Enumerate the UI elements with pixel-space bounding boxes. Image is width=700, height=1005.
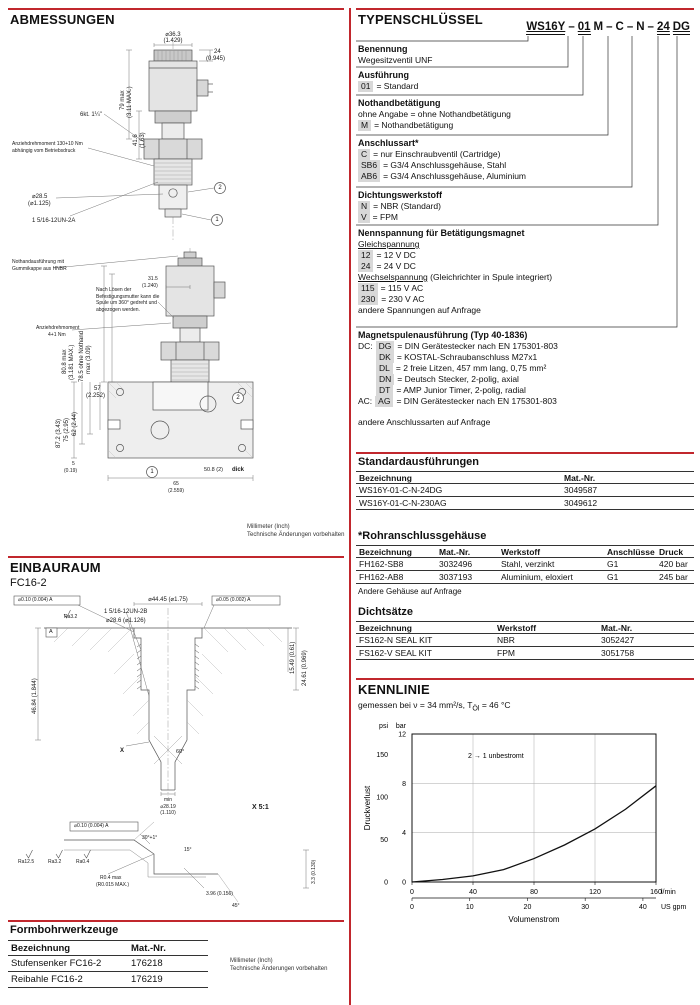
dim-label: ⌀0.10 (0.004) A	[18, 597, 53, 603]
footnote-line: Technische Änderungen vorbehalten	[247, 531, 345, 538]
option-text: andere Spannungen auf Anfrage	[358, 305, 481, 315]
option-text: = 2 freie Litzen, 457 mm lang, 0,75 mm²	[395, 363, 547, 373]
code-option	[358, 171, 692, 182]
type-code-part: C	[615, 21, 624, 33]
section-title-dichtsaetze: Dichtsätze	[358, 606, 414, 618]
dim-label: 3.3 (0.130)	[311, 859, 317, 884]
dim-label: 2	[218, 185, 222, 191]
table-cell: G1	[607, 559, 619, 569]
option-text: = KOSTAL-Schraubanschluss M27x1	[396, 352, 538, 362]
dim-label: 31.5	[148, 276, 158, 282]
option-code: 01	[358, 81, 373, 92]
type-code-part: 24	[656, 21, 670, 33]
option-code: 115	[358, 283, 378, 294]
type-code-part: DG	[672, 21, 690, 33]
option-code: 24	[358, 261, 373, 272]
code-block	[358, 70, 692, 92]
option-code: DK	[376, 352, 394, 363]
detail-x	[26, 822, 309, 902]
pressure-drop-chart	[356, 714, 694, 954]
x-axis-label: Volumenstrom	[508, 915, 560, 924]
measurement-conditions	[358, 700, 511, 713]
code-option	[358, 160, 692, 171]
type-code-part: –	[606, 21, 613, 33]
seal-kits-table	[356, 621, 694, 660]
table-row	[8, 956, 208, 972]
code-option	[358, 417, 692, 428]
column-header: Mat.-Nr.	[564, 472, 596, 483]
type-code-legend	[358, 40, 692, 452]
option-text: = 115 V AC	[380, 283, 424, 293]
code-option	[358, 81, 692, 92]
table-header-row	[8, 940, 208, 956]
section-rule	[356, 8, 694, 10]
section-title-formbohrwerkzeuge: Formbohrwerkzeuge	[10, 924, 119, 936]
option-text: = 230 V AC	[381, 294, 425, 304]
code-option	[376, 363, 692, 374]
code-option	[376, 374, 692, 385]
option-code: AG	[375, 396, 393, 407]
column-header: Bezeichnung	[11, 942, 71, 954]
dim-label: A	[49, 629, 53, 635]
y-tick-bar: 12	[398, 731, 406, 739]
table-row	[356, 647, 694, 660]
section-rule	[356, 678, 694, 680]
dim-label: 15°	[184, 847, 192, 853]
einbauraum-drawing	[8, 592, 344, 914]
code-block	[358, 44, 692, 66]
option-text: = 24 V DC	[376, 261, 416, 271]
table-cell: 176218	[131, 958, 163, 969]
dim-label: (⌀1.125)	[28, 201, 51, 207]
x-tick-lmin: 0	[410, 889, 414, 896]
dim-label: Befestigungsmutter kann die	[96, 293, 160, 300]
table-cell: Aluminium, eloxiert	[501, 572, 573, 582]
y-tick-psi: 50	[380, 836, 388, 844]
section-rule	[8, 920, 344, 922]
table-row	[356, 634, 694, 647]
section-title-rohranschluss: *Rohranschlussgehäuse	[358, 530, 487, 542]
option-text: andere Anschlussarten auf Anfrage	[358, 417, 491, 427]
code-option	[358, 341, 692, 352]
x-tick-usgpm: 20	[523, 904, 532, 911]
dim-label: (2.559)	[168, 488, 184, 494]
dim-label: 5	[72, 461, 75, 467]
dim-label: Spule um 360° gedreht und	[96, 300, 157, 306]
table-cell: 3049612	[564, 498, 598, 508]
code-option	[358, 261, 692, 272]
code-block	[358, 98, 692, 131]
option-code: DT	[376, 385, 393, 396]
tools-table	[8, 940, 208, 988]
code-block-label: Nothandbetätigung	[358, 98, 441, 108]
y-tick-bar: 8	[402, 780, 406, 788]
option-code: AB6	[358, 171, 380, 182]
table-cell: NBR	[497, 635, 515, 645]
section-title-standard: Standardausführungen	[358, 456, 480, 468]
dim-label: 60°	[176, 749, 185, 755]
table-cell: 3052427	[601, 635, 635, 645]
table-row	[356, 558, 694, 571]
column-header: Druck	[659, 546, 684, 557]
dim-label: Ra12.5	[18, 859, 35, 865]
option-text: = FPM	[372, 212, 398, 222]
code-block-label: Anschlussart*	[358, 138, 419, 148]
x-tick-lmin: 40	[469, 889, 477, 896]
dim-label: ⌀28.5	[32, 194, 48, 200]
x-tick-lmin: 120	[589, 889, 601, 896]
option-text: = G3/4 Anschlussgehäuse, Aluminium	[383, 171, 527, 181]
type-code-part: 01	[577, 21, 591, 33]
type-code-part: N	[636, 21, 645, 33]
code-option	[376, 385, 692, 396]
dim-label: ⌀0.10 (0.004) A	[74, 823, 109, 829]
dim-label: 24.61 (0.969)	[302, 650, 308, 686]
option-code: C	[358, 149, 370, 160]
dim-label: ⌀28.6 (⌀1.126)	[106, 618, 146, 624]
code-option	[358, 283, 692, 294]
abmessungen-drawing	[8, 30, 344, 545]
code-block-label: Magnetspulenausführung (Typ 40-1836)	[358, 330, 528, 340]
type-code-part: –	[626, 21, 634, 33]
dim-label: Ra3.2	[64, 614, 78, 620]
dim-label: abhängig vom Betriebsdruck	[12, 148, 76, 154]
y-unit-psi: psi	[379, 723, 388, 730]
table-cell: FPM	[497, 648, 515, 658]
y-tick-psi: 0	[384, 879, 388, 887]
dim-label: X 5:1	[252, 804, 269, 811]
dim-label: 80.8 max	[62, 349, 68, 374]
y-tick-bar: 0	[402, 879, 406, 887]
code-block	[358, 190, 692, 223]
dim-label: abgezogen werden.	[96, 306, 140, 313]
dim-label: (3.11 MAX.)	[127, 86, 133, 118]
dim-label: 1	[150, 469, 154, 475]
x-tick-usgpm: 0	[410, 904, 414, 911]
table-row	[356, 571, 694, 584]
x-tick-lmin: 160	[650, 889, 662, 896]
table-cell: WS16Y-01-C-N-230AG	[359, 498, 447, 508]
dim-label: 4+1 Nm	[48, 332, 66, 338]
y-tick-psi: 150	[376, 751, 388, 759]
code-option	[358, 272, 692, 283]
option-text: = Standard	[376, 81, 419, 91]
table-cell: WS16Y-01-C-N-24DG	[359, 485, 443, 495]
y-unit-bar: bar	[395, 723, 406, 730]
units-footnote	[247, 524, 344, 539]
column-header: Mat.-Nr.	[439, 546, 471, 557]
type-code-part: –	[568, 21, 575, 33]
column-header: Mat.-Nr.	[601, 622, 633, 633]
code-option	[358, 396, 692, 407]
code-block	[358, 330, 692, 428]
section-title-kennlinie: KENNLINIE	[358, 682, 430, 697]
option-code: M	[358, 120, 371, 131]
option-text: = G3/4 Anschlussgehäuse, Stahl	[383, 160, 507, 170]
column-header: Mat.-Nr.	[131, 942, 166, 954]
table-cell: 176219	[131, 974, 163, 985]
code-block-label: Dichtungswerkstoff	[358, 190, 443, 200]
dim-label: 78.5 ohne Nothand	[79, 330, 85, 382]
x-tick-usgpm: 30	[581, 904, 590, 911]
option-code: DN	[376, 374, 394, 385]
dimension-drawing-svg	[8, 30, 344, 545]
option-text: = Deutsch Stecker, 2-polig, axial	[397, 374, 519, 384]
code-option	[358, 149, 692, 160]
column-header: Bezeichnung	[359, 472, 412, 483]
dim-label: 65	[173, 481, 179, 487]
code-option	[358, 109, 692, 120]
dim-label: ⌀0.05 (0.002) A	[216, 597, 251, 603]
type-code-part: WS16Y	[526, 21, 566, 33]
units-footnote	[230, 958, 327, 973]
column-header: Werkstoff	[497, 622, 537, 633]
table-cell: 420 bar	[659, 559, 688, 569]
cavity-section	[44, 608, 292, 796]
dim-label: (1.110)	[160, 810, 176, 816]
dim-label: 3.96 (0.156)	[206, 891, 233, 897]
dim-label: 45°	[232, 903, 240, 909]
dim-label: 1	[215, 217, 219, 223]
dim-label: X	[120, 748, 125, 754]
code-block	[358, 138, 692, 182]
dim-label: max (3.09)	[86, 345, 92, 374]
code-option	[358, 55, 692, 66]
dim-label: 46.84 (1.844)	[32, 678, 38, 714]
y-tick-bar: 4	[402, 830, 406, 838]
table-cell: 245 bar	[659, 572, 688, 582]
table-cell: G1	[607, 572, 619, 582]
dim-label: (R0.015 MAX.)	[96, 881, 130, 888]
table-cell: FS162-N SEAL KIT	[359, 635, 433, 645]
column-header: Werkstoff	[501, 546, 541, 557]
dim-label: R0.4 max	[100, 875, 122, 881]
dim-label: (0.945)	[206, 56, 226, 62]
dim-label: 30°+1°	[142, 835, 158, 841]
dim-label: Ra0.4	[76, 859, 90, 865]
dim-label: Gummikappe aus HNBR	[12, 266, 67, 272]
section-title-typenschluessel: TYPENSCHLÜSSEL	[358, 12, 483, 27]
dim-label: 6kt. 1¼"	[80, 112, 102, 118]
code-option	[358, 294, 692, 305]
option-prefix: DC:	[358, 341, 373, 351]
dim-label: Nothandausführung mit	[12, 259, 64, 265]
dim-label: (3.181 MAX.)	[69, 344, 75, 380]
code-option	[358, 305, 692, 316]
dim-label: 50.8 (2)	[204, 467, 223, 473]
option-text: = Nothandbetätigung	[374, 120, 454, 130]
table-header-row	[356, 471, 694, 484]
code-option	[358, 201, 692, 212]
dim-label: 15.49 (0.61)	[290, 641, 296, 674]
code-option	[358, 120, 692, 131]
valve-manual-override-view	[108, 248, 253, 458]
column-divider	[349, 8, 351, 1005]
footnote-line: Technische Änderungen vorbehalten	[230, 965, 328, 972]
option-text: ohne Angabe = ohne Nothandbetätigung	[358, 109, 511, 119]
code-block-label: Ausführung	[358, 70, 409, 80]
table-cell: 3037193	[439, 572, 473, 582]
section-rule	[8, 8, 344, 10]
dim-label: 41.6	[133, 134, 139, 146]
dim-label: dick	[232, 467, 245, 473]
dim-label: 1 5/16-12UN-2B	[104, 609, 148, 615]
table-header-row	[356, 621, 694, 634]
code-option	[358, 250, 692, 261]
dim-label: 62 (2.44)	[72, 411, 78, 436]
option-code: 12	[358, 250, 373, 261]
option-prefix: AC:	[358, 396, 373, 406]
type-code	[356, 21, 690, 35]
section-title-einbauraum: EINBAURAUM	[10, 560, 101, 575]
dim-label: Nach Lösen der	[96, 287, 132, 293]
table-header-row	[356, 545, 694, 558]
option-text: = AMP Junior Timer, 2-polig, radial	[396, 385, 526, 395]
option-code: DL	[376, 363, 393, 374]
option-code: 230	[358, 294, 378, 305]
option-text: (Gleichrichter in Spule integriert)	[427, 272, 553, 282]
option-text: = NBR (Standard)	[373, 201, 441, 211]
option-text: = nur Einschraubventil (Cartridge)	[373, 149, 501, 159]
y-axis-label: Druckverlust	[363, 785, 372, 831]
option-text: = 12 V DC	[376, 250, 416, 260]
column-header: Bezeichnung	[359, 546, 412, 557]
column-header: Bezeichnung	[359, 622, 412, 633]
conditions-text: gemessen bei ν = 34 mm²/s, T	[358, 700, 473, 710]
code-option	[376, 352, 692, 363]
type-code-part: –	[647, 21, 654, 33]
x-unit-lmin: l/min	[661, 889, 676, 896]
conditions-subscript: Öl	[472, 704, 480, 713]
option-code: N	[358, 201, 370, 212]
code-option	[358, 212, 692, 223]
option-text: = DIN Gerätestecker nach EN 175301-803	[397, 341, 558, 351]
table-cell: Stufensenker FC16-2	[11, 958, 102, 969]
option-text: Wegesitzventil UNF	[358, 55, 433, 65]
table-cell: FS162-V SEAL KIT	[359, 648, 432, 658]
option-code: SB6	[358, 160, 380, 171]
dim-label: 87.2 (3.43)	[56, 418, 62, 448]
dim-label: 75 (2.95)	[64, 417, 70, 442]
dim-label: Anziehdrehmoment	[36, 325, 80, 331]
standard-versions-table	[356, 471, 694, 510]
dim-label: 1 5/16-12UN-2A	[32, 218, 76, 224]
table-cell: Reibahle FC16-2	[11, 974, 83, 985]
dim-label: ⌀28.19	[160, 803, 176, 810]
dim-label: 79 max	[120, 90, 126, 110]
code-block	[358, 228, 692, 316]
table-cell: 3032496	[439, 559, 473, 569]
column-header: Anschlüsse	[607, 546, 655, 557]
x-unit-usgpm: US gpm	[661, 904, 687, 911]
option-code: DG	[376, 341, 395, 352]
cavity-dimension-lines	[35, 602, 299, 796]
y-tick-psi: 100	[376, 794, 388, 802]
option-text: Gleichspannung	[358, 239, 420, 249]
dim-label: ⌀36.3	[165, 32, 181, 38]
section-title-abmessungen: ABMESSUNGEN	[10, 12, 115, 27]
table-cell: Stahl, verzinkt	[501, 559, 555, 569]
option-text: Wechselspannung	[358, 272, 428, 282]
curve-label: 2 → 1 unbestromt	[468, 753, 524, 760]
table-cell: FH162-SB8	[359, 559, 404, 569]
code-block-label: Nennspannung für Betätigungsmagnet	[358, 228, 525, 238]
footnote-line: Millimeter (Inch)	[247, 524, 290, 530]
conditions-text: = 46 °C	[479, 700, 511, 710]
footnote-line: Millimeter (Inch)	[230, 958, 273, 964]
dim-label: 2	[236, 395, 240, 401]
x-tick-usgpm: 10	[465, 904, 474, 911]
dim-label: 24	[214, 49, 221, 55]
housing-note: Andere Gehäuse auf Anfrage	[358, 587, 462, 596]
dim-label: Ra3.2	[48, 859, 62, 865]
code-option	[358, 239, 692, 250]
dim-label: ⌀44.45 (⌀1.75)	[148, 597, 188, 603]
dim-label: (0.19)	[64, 468, 78, 474]
table-cell: 3051758	[601, 648, 635, 658]
valve-standard-view	[144, 42, 213, 240]
table-row	[356, 497, 694, 510]
dim-label: 57	[94, 386, 101, 392]
table-row	[8, 972, 208, 988]
x-tick-lmin: 80	[530, 889, 538, 896]
dim-label: min	[163, 797, 173, 803]
x-tick-usgpm: 40	[639, 904, 647, 911]
option-code: V	[358, 212, 370, 223]
option-text: = DIN Gerätestecker nach EN 175301-803	[396, 396, 557, 406]
type-code-part: M	[593, 21, 604, 33]
line-bodies-table	[356, 545, 694, 584]
code-block-label: Benennung	[358, 44, 408, 54]
section-rule	[8, 556, 344, 558]
dim-label: (1.240)	[142, 283, 158, 289]
cavity-code: FC16-2	[10, 577, 47, 589]
table-cell: FH162-AB8	[359, 572, 404, 582]
dim-label: Anziehdrehmoment 130+10 Nm	[12, 141, 83, 147]
table-cell: 3049587	[564, 485, 598, 495]
dim-label: (2.252)	[86, 393, 106, 399]
dim-label: (1.429)	[163, 38, 183, 44]
dim-label: (1.63)	[140, 132, 146, 148]
table-row	[356, 484, 694, 497]
